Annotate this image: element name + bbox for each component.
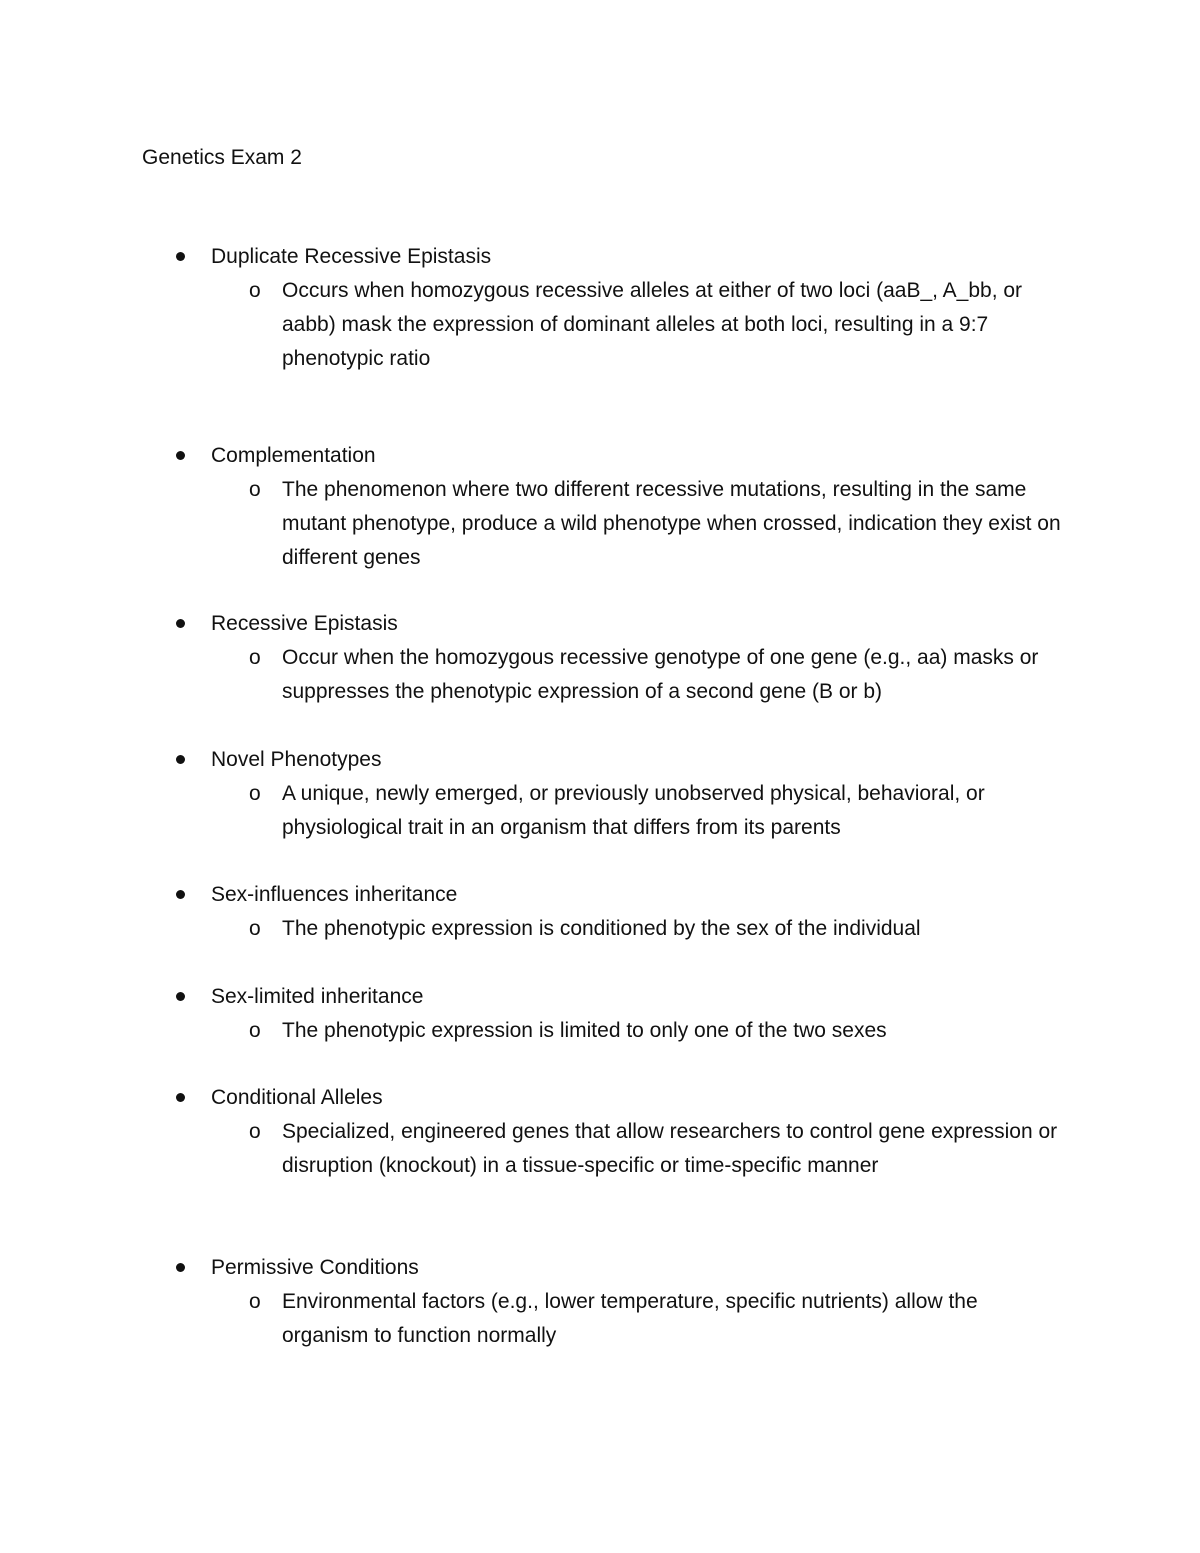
sub-bullet-icon: o (249, 782, 261, 805)
bullet-icon (176, 451, 185, 460)
term-item (0, 980, 1200, 1048)
sub-bullet-icon: o (249, 646, 261, 669)
document-title: Genetics Exam 2 (142, 146, 302, 169)
term-label: Duplicate Recessive Epistasis (211, 245, 492, 268)
term-item (0, 439, 1200, 575)
term-item (0, 1081, 1200, 1183)
term-definition: Occurs when homozygous recessive alleles at either of two loci (aaB_, A_bb, or aabb) mask the expression of dominant alleles at both loci, resulting in a 9:7 phenotypic ratio (282, 279, 1023, 370)
term-label: Complementation (211, 444, 376, 467)
term-definition: The phenotypic expression is conditioned by the sex of the individual (282, 917, 921, 940)
term-definition: The phenomenon where two different recessive mutations, resulting in the same mutant phenotype, produce a wild phenotype when crossed, indication they exist on different genes (282, 478, 1061, 569)
bullet-icon (176, 1093, 185, 1102)
term-definition: Environmental factors (e.g., lower temperature, specific nutrients) allow the organism to function normally (282, 1290, 978, 1347)
term-definition: Specialized, engineered genes that allow researchers to control gene expression or disruption (knockout) in a tissue-specific or time-specific manner (282, 1120, 1058, 1177)
term-item (0, 607, 1200, 709)
term-item (0, 878, 1200, 946)
sub-bullet-icon: o (249, 917, 261, 940)
term-label: Permissive Conditions (211, 1256, 419, 1279)
term-definition: A unique, newly emerged, or previously unobserved physical, behavioral, or physiological trait in an organism that differs from its parents (282, 782, 985, 839)
sub-bullet-icon: o (249, 279, 261, 302)
sub-bullet-icon: o (249, 1120, 261, 1143)
term-definition: Occur when the homozygous recessive genotype of one gene (e.g., aa) masks or suppresses the phenotypic expression of a second gene (B or b) (282, 646, 1039, 703)
sub-bullet-icon: o (249, 478, 261, 501)
bullet-icon (176, 755, 185, 764)
bullet-icon (176, 1263, 185, 1272)
term-label: Sex-limited inheritance (211, 985, 424, 1008)
bullet-icon (176, 992, 185, 1001)
term-definition: The phenotypic expression is limited to only one of the two sexes (282, 1019, 887, 1042)
term-label: Conditional Alleles (211, 1086, 383, 1109)
term-label: Recessive Epistasis (211, 612, 398, 635)
sub-bullet-icon: o (249, 1290, 261, 1313)
term-label: Novel Phenotypes (211, 748, 382, 771)
sub-bullet-icon: o (249, 1019, 261, 1042)
bullet-icon (176, 252, 185, 261)
term-item (0, 1251, 1200, 1353)
bullet-icon (176, 619, 185, 628)
bullet-icon (176, 890, 185, 899)
term-item (0, 240, 1200, 376)
term-item (0, 743, 1200, 845)
term-label: Sex-influences inheritance (211, 883, 458, 906)
